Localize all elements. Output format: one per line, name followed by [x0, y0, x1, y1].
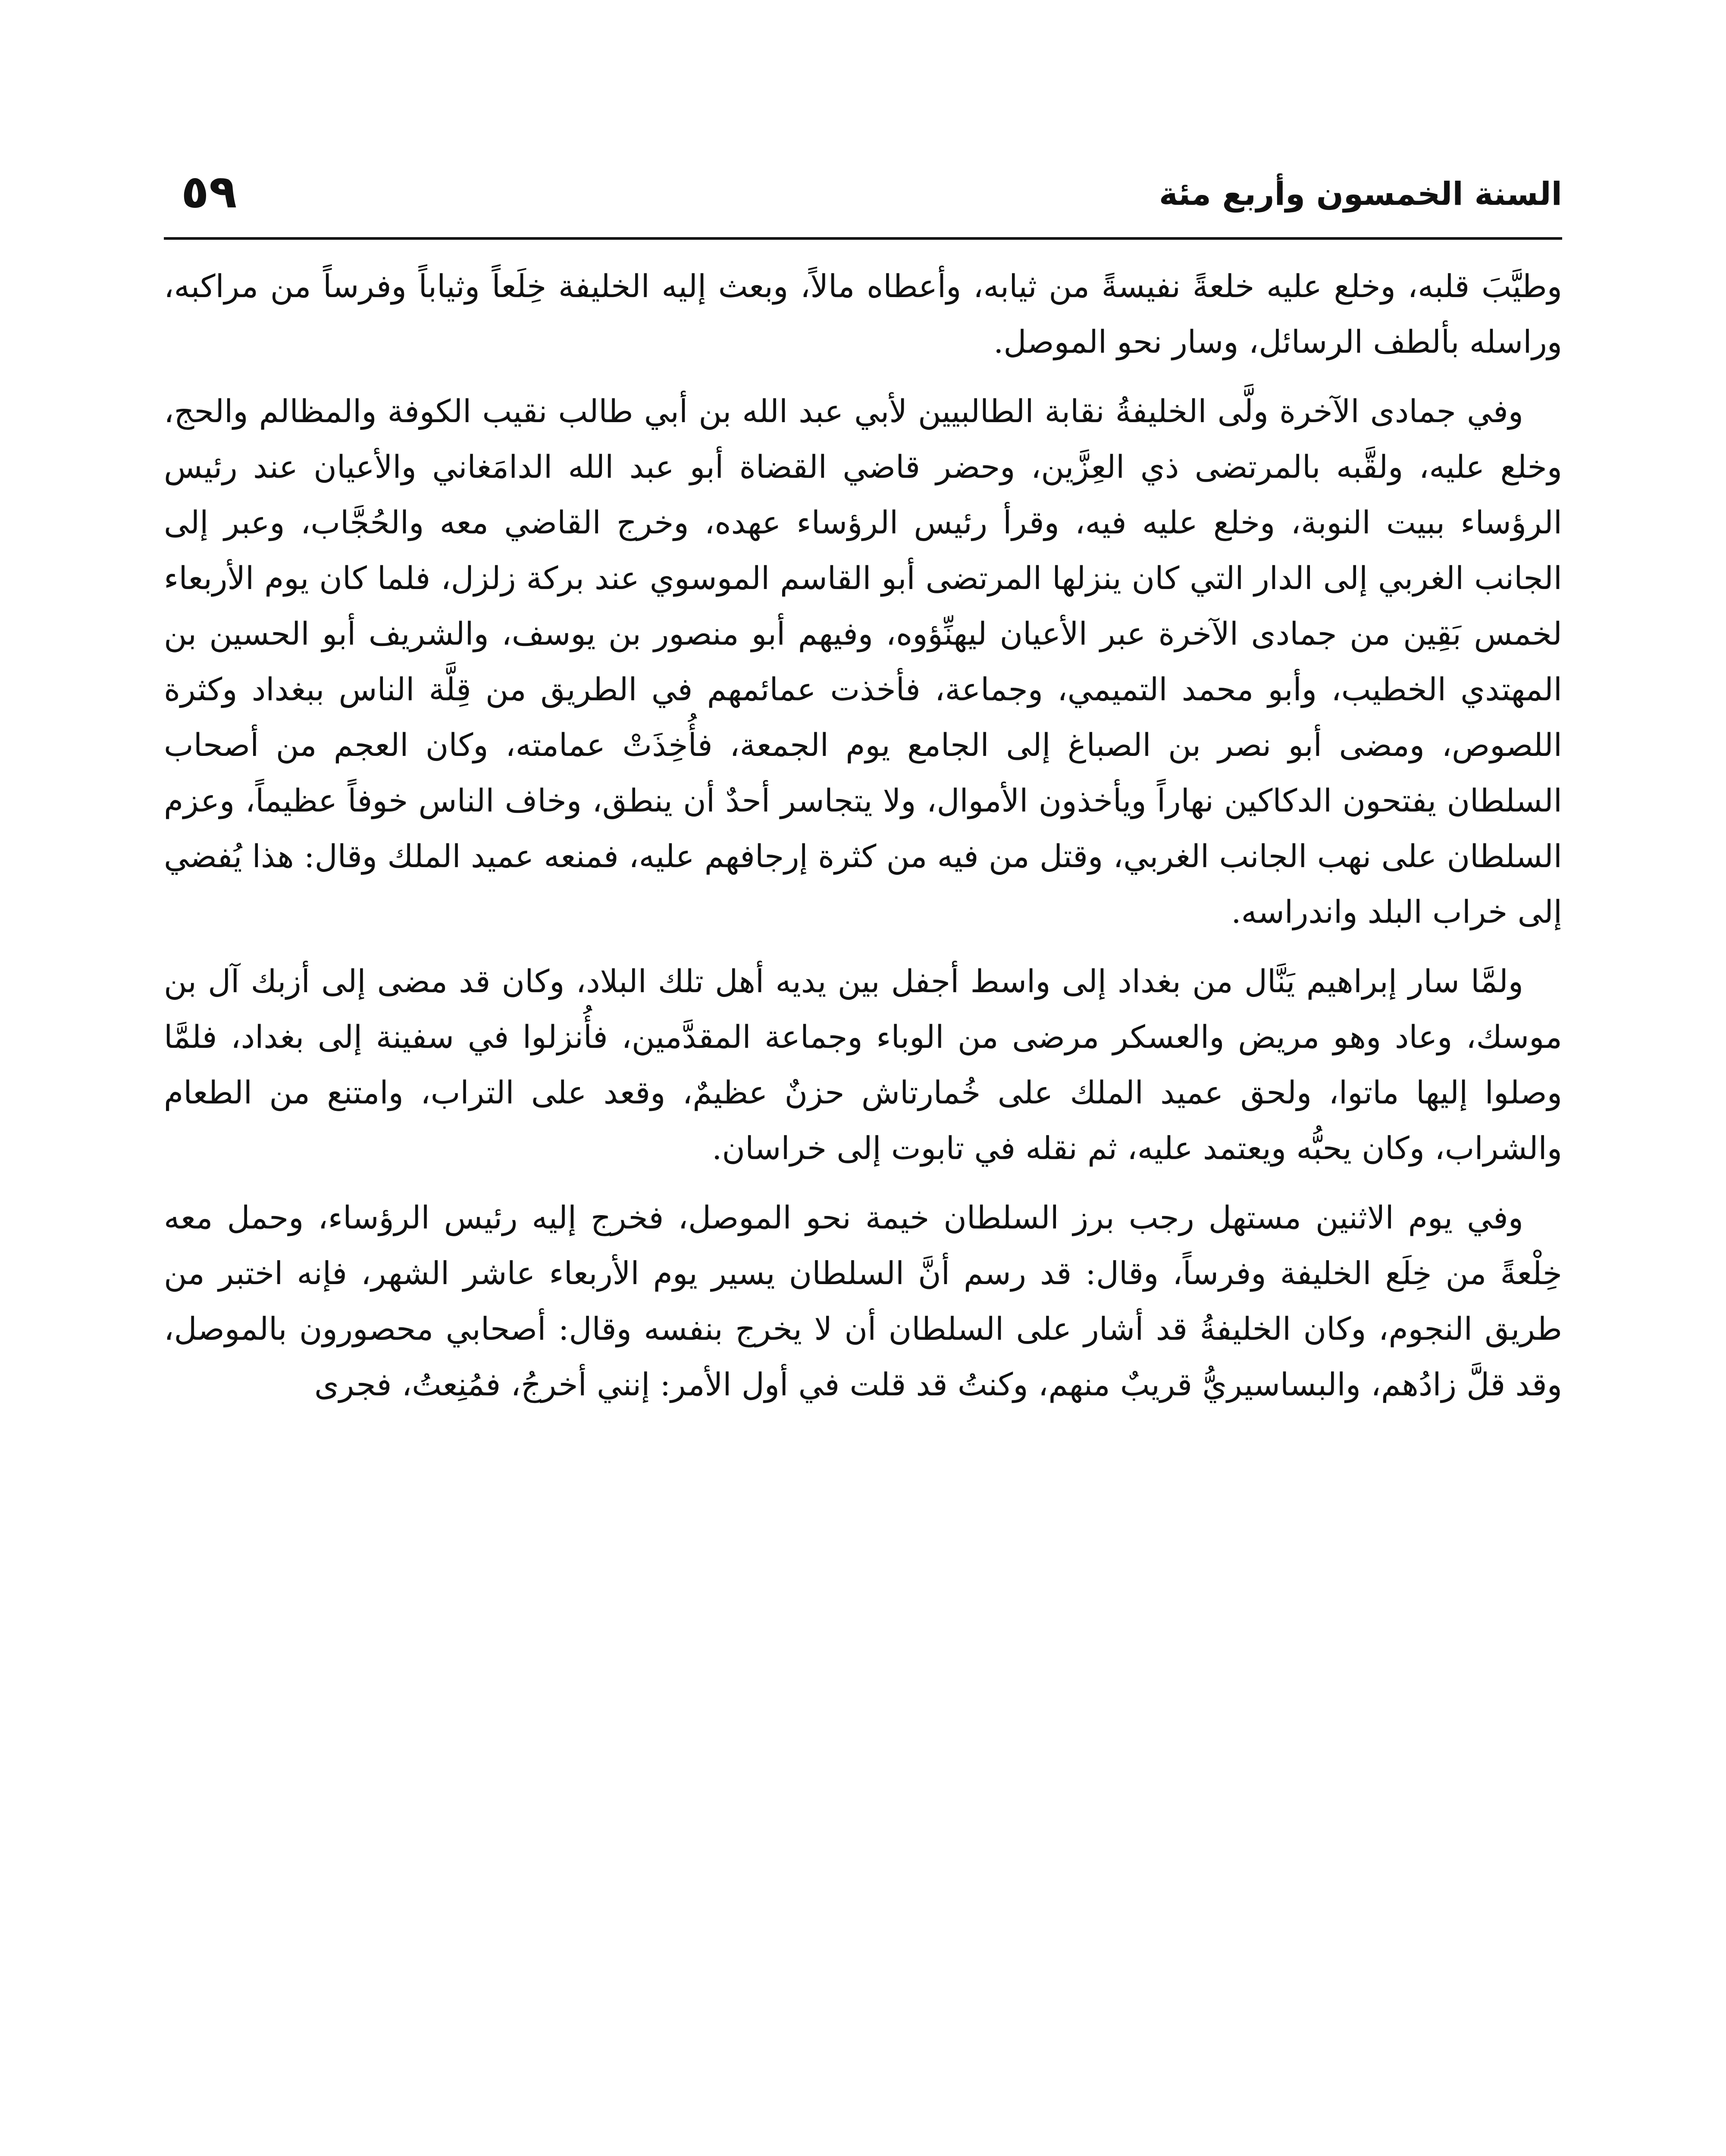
running-title: السنة الخمسون وأربع مئة — [1159, 175, 1562, 213]
page-number: ٥٩ — [181, 165, 237, 218]
page-header — [164, 164, 1562, 229]
body-text — [164, 259, 1562, 1426]
header-rule — [164, 237, 1562, 240]
paragraph-1: وطيَّبَ قلبه، وخلع عليه خلعةً نفيسةً من ثيابه، وأعطاه مالاً، وبعث إليه الخليفة خِلَعاً وثياباً وفرساً من مراكبه، وراسله بألطف الرسائل، وسار نحو الموصل. — [164, 268, 1562, 360]
paragraph-4: وفي يوم الاثنين مستهل رجب برز السلطان خيمة نحو الموصل، فخرج إليه رئيس الرؤساء، وحمل معه خِلْعةً من خِلَع الخليفة وفرساً، وقال: قد رسم أنَّ السلطان يسير يوم الأربعاء عاشر الشهر، فإنه اختبر من طريق النجوم، وكان الخليفةُ قد أشار على السلطان أن لا يخرج بنفسه وقال: أصحابي محصورون بالموصل، وقد قلَّ زادُهم، والبساسيريُّ قريبٌ منهم، وكنتُ قد قلت في أول الأمر: إنني أخرجُ، فمُنِعتُ، فجرى — [164, 1200, 1562, 1403]
paragraph-3: ولمَّا سار إبراهيم يَنَّال من بغداد إلى واسط أجفل بين يديه أهل تلك البلاد، وكان قد مضى إلى أزبك آل بن موسك، وعاد وهو مريض والعسكر مرضى من الوباء وجماعة المقدَّمين، فأُنزلوا في سفينة إلى بغداد، فلمَّا وصلوا إليها ماتوا، ولحق عميد الملك على خُمارتاش حزنٌ عظيمٌ، وقعد على التراب، وامتنع من الطعام والشراب، وكان يحبُّه ويعتمد عليه، ثم نقله في تابوت إلى خراسان. — [164, 963, 1562, 1167]
paragraph-2: وفي جمادى الآخرة ولَّى الخليفةُ نقابة الطالبيين لأبي عبد الله بن أبي طالب نقيب الكوفة والمظالم والحج، وخلع عليه، ولقَّبه بالمرتضى ذي العِزَّين، وحضر قاضي القضاة أبو عبد الله الدامَغاني والأعيان عند رئيس الرؤساء ببيت النوبة، وخلع عليه فيه، وقرأ رئيس الرؤساء عهده، وخرج القاضي معه والحُجَّاب، وعبر إلى الجانب الغربي إلى الدار التي كان ينزلها المرتضى أبو القاسم الموسوي عند بركة زلزل، فلما كان يوم الأربعاء لخمس بَقِين من جمادى الآخرة عبر الأعيان ليهنِّؤوه، وفيهم أبو منصور بن يوسف، والشريف أبو الحسين بن المهتدي الخطيب، وأبو محمد التميمي، وجماعة، فأخذت عمائمهم في الطريق من قِلَّة الناس ببغداد وكثرة اللصوص، ومضى أبو نصر بن الصباغ إلى الجامع يوم الجمعة، فأُخِذَتْ عمامته، وكان العجم من أصحاب السلطان يفتحون الدكاكين نهاراً ويأخذون الأموال، ولا يتجاسر أحدٌ أن ينطق، وخاف الناس خوفاً عظيماً، وعزم السلطان على نهب الجانب الغربي، وقتل من فيه من كثرة إرجافهم عليه، فمنعه عميد الملك وقال: هذا يُفضي إلى خراب البلد واندراسه. — [164, 393, 1562, 931]
